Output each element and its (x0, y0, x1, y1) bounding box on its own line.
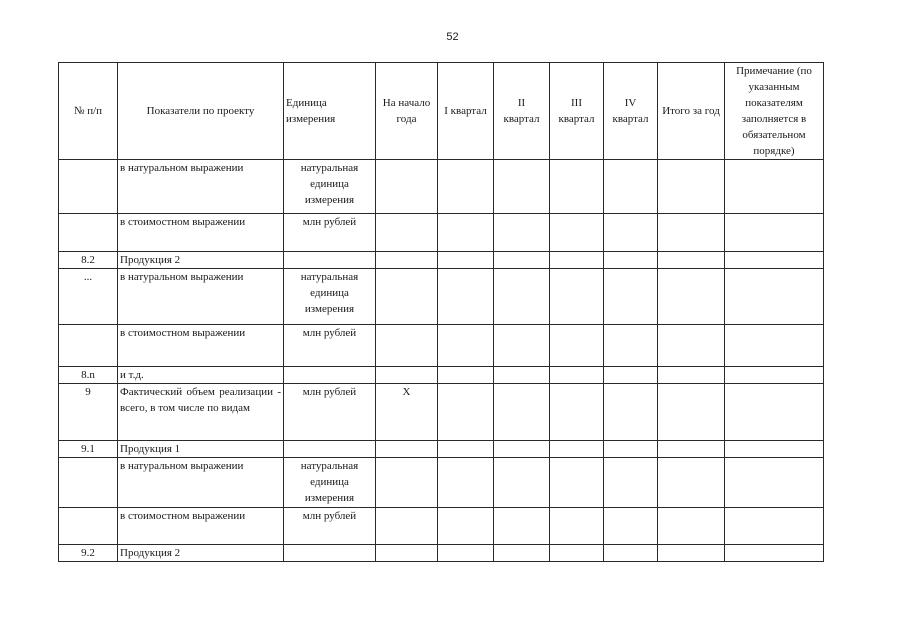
cell-note (725, 214, 824, 252)
cell-total (658, 367, 725, 384)
cell-total (658, 252, 725, 269)
cell-note (725, 384, 824, 441)
row-label: в стоимостном выражении (118, 508, 284, 545)
table-row (59, 545, 824, 562)
row-unit: млн рублей (284, 325, 376, 367)
cell-total (658, 508, 725, 545)
header-q2 (494, 63, 550, 160)
cell-q3 (550, 441, 604, 458)
row-label: и т.д. (118, 367, 284, 384)
row-label: в натуральном выражении (118, 160, 284, 214)
cell-q1 (438, 367, 494, 384)
header-q3-word: квартал (558, 113, 595, 125)
cell-q4 (604, 545, 658, 562)
header-q1: I квартал (438, 63, 494, 160)
cell-q1 (438, 441, 494, 458)
cell-q2 (494, 160, 550, 214)
header-q2-roman: II (517, 97, 526, 109)
cell-q4 (604, 269, 658, 325)
table-row (59, 214, 824, 252)
row-start (376, 252, 438, 269)
cell-q4 (604, 214, 658, 252)
header-q4-word: квартал (612, 113, 649, 125)
cell-q1 (438, 384, 494, 441)
cell-total (658, 458, 725, 508)
cell-note (725, 508, 824, 545)
row-label: Продукция 2 (118, 252, 284, 269)
cell-q3 (550, 367, 604, 384)
row-num (59, 508, 118, 545)
row-unit: млн рублей (284, 384, 376, 441)
cell-q2 (494, 384, 550, 441)
header-indicators: Показатели по проекту (118, 63, 284, 160)
report-table (58, 62, 824, 562)
cell-q2 (494, 441, 550, 458)
cell-q3 (550, 252, 604, 269)
cell-total (658, 325, 725, 367)
cell-total (658, 384, 725, 441)
cell-total (658, 545, 725, 562)
row-num: ... (59, 269, 118, 325)
cell-q3 (550, 545, 604, 562)
row-num: 9 (59, 384, 118, 441)
header-q2-word: квартал (503, 113, 540, 125)
row-unit (284, 545, 376, 562)
cell-q3 (550, 160, 604, 214)
header-q3 (550, 63, 604, 160)
row-start: X (376, 384, 438, 441)
cell-q4 (604, 458, 658, 508)
header-row (59, 63, 824, 160)
table-row (59, 325, 824, 367)
row-unit: натуральная единица измерения (284, 160, 376, 214)
cell-q2 (494, 458, 550, 508)
table-row (59, 458, 824, 508)
cell-note (725, 252, 824, 269)
row-num: 9.1 (59, 441, 118, 458)
page-number: 52 (446, 31, 459, 43)
row-start (376, 458, 438, 508)
cell-q1 (438, 508, 494, 545)
row-label: Продукция 2 (118, 545, 284, 562)
row-label: Продукция 1 (118, 441, 284, 458)
row-unit: натуральная единица измерения (284, 458, 376, 508)
cell-total (658, 441, 725, 458)
cell-note (725, 458, 824, 508)
cell-q3 (550, 384, 604, 441)
cell-q1 (438, 214, 494, 252)
cell-q2 (494, 508, 550, 545)
cell-note (725, 325, 824, 367)
row-start (376, 545, 438, 562)
row-num (59, 325, 118, 367)
cell-q2 (494, 269, 550, 325)
header-num: № п/п (59, 63, 118, 160)
row-start (376, 214, 438, 252)
cell-q4 (604, 252, 658, 269)
row-start (376, 367, 438, 384)
row-unit (284, 367, 376, 384)
row-num: 8.2 (59, 252, 118, 269)
cell-q3 (550, 508, 604, 545)
row-unit (284, 252, 376, 269)
table-row (59, 508, 824, 545)
cell-q3 (550, 214, 604, 252)
header-q3-roman: III (571, 97, 582, 109)
cell-q2 (494, 252, 550, 269)
row-label: Фактический объем реализации - всего, в том числе по видам (118, 384, 284, 441)
cell-note (725, 367, 824, 384)
row-num: 8.n (59, 367, 118, 384)
cell-q4 (604, 325, 658, 367)
cell-q1 (438, 252, 494, 269)
row-start (376, 269, 438, 325)
cell-note (725, 545, 824, 562)
header-q4 (604, 63, 658, 160)
table-row (59, 252, 824, 269)
table-row (59, 367, 824, 384)
cell-q4 (604, 508, 658, 545)
header-start-of-year: На начало года (376, 63, 438, 160)
cell-q4 (604, 367, 658, 384)
cell-note (725, 441, 824, 458)
header-q4-roman: IV (624, 97, 637, 109)
cell-q2 (494, 214, 550, 252)
row-start (376, 508, 438, 545)
table-row (59, 384, 824, 441)
cell-total (658, 160, 725, 214)
cell-total (658, 214, 725, 252)
row-unit (284, 441, 376, 458)
row-unit: млн рублей (284, 214, 376, 252)
row-num (59, 458, 118, 508)
row-label: в натуральном выражении (118, 458, 284, 508)
table-row (59, 160, 824, 214)
cell-q2 (494, 545, 550, 562)
row-num: 9.2 (59, 545, 118, 562)
cell-q1 (438, 160, 494, 214)
cell-note (725, 160, 824, 214)
row-label: в стоимостном выражении (118, 214, 284, 252)
cell-total (658, 269, 725, 325)
cell-q2 (494, 325, 550, 367)
row-label: в натуральном выражении (118, 269, 284, 325)
row-start (376, 160, 438, 214)
cell-q1 (438, 458, 494, 508)
cell-q4 (604, 441, 658, 458)
cell-q3 (550, 325, 604, 367)
row-start (376, 441, 438, 458)
row-unit: млн рублей (284, 508, 376, 545)
row-label: в стоимостном выражении (118, 325, 284, 367)
row-num (59, 214, 118, 252)
row-start (376, 325, 438, 367)
cell-q4 (604, 160, 658, 214)
table-row (59, 441, 824, 458)
cell-q4 (604, 384, 658, 441)
cell-q3 (550, 458, 604, 508)
cell-q3 (550, 269, 604, 325)
cell-q1 (438, 269, 494, 325)
row-num (59, 160, 118, 214)
table-row (59, 269, 824, 325)
header-total: Итого за год (658, 63, 725, 160)
header-unit: Единица измерения (284, 63, 376, 160)
cell-note (725, 269, 824, 325)
cell-q2 (494, 367, 550, 384)
cell-q1 (438, 545, 494, 562)
row-unit: натуральная единица измерения (284, 269, 376, 325)
header-note: Примечание (по указанным показателям заполняется в обязательном порядке) (725, 63, 824, 160)
cell-q1 (438, 325, 494, 367)
